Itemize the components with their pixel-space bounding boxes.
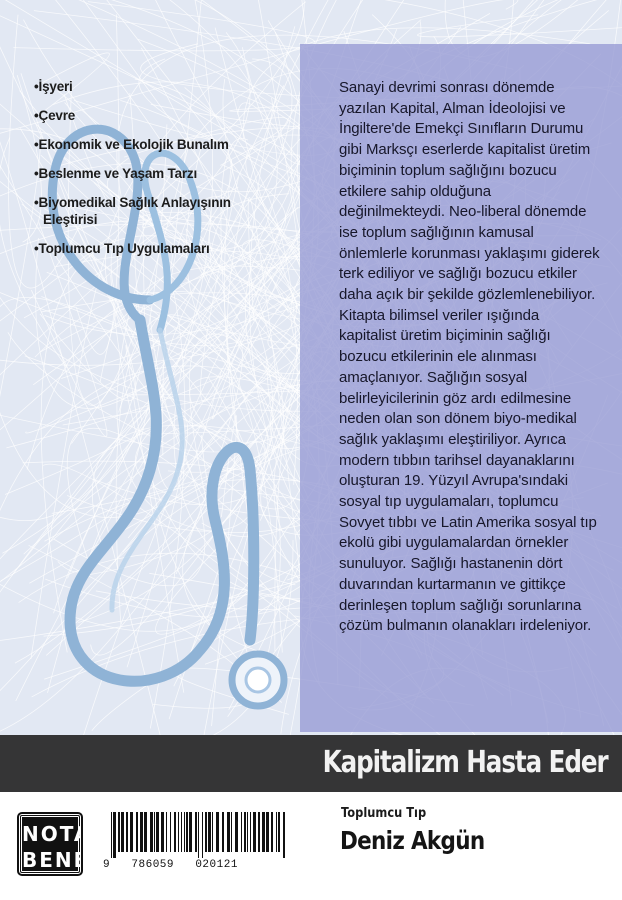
barcode-bar (208, 812, 211, 852)
topic-item: • Çevre (34, 107, 264, 124)
barcode-bar (247, 812, 248, 852)
blurb-text: Sanayi devrimi sonrası dönemde yazılan Kapital, Alman İdeolojisi ve İngiltere'de Emekçi Sınıfların Durumu gibi Marksçı eserlerde kapitalist üretim biçiminin toplum sağlığını bozucu etkilere sahip olduğuna değinilmekteydi. Neo-liberal dönemde ise toplum sağlığının kamusal önlemlerle korunması yaklaşımı giderek terk ediliyor ve sağlığı bozucu etkiler daha açık bir şekilde gözlemlenebiliyor. Kitapta bilimsel veriler ışığında kapitalist üretim biçiminin sağlığı bozucu etkilerinin ele alınması amaçlanıyor. Sağlığın sosyal belirleyicilerinin göz ardı edilmesine neden olan son dönem biyo-medikal sağlık yaklaşımı eleştiriliyor. Ayrıca modern tıbbın tarihsel dayanaklarını oluşturan 19. Yüzyıl Avrupa'sındaki sosyal tıp uygulamaları, toplumcu Sovyet tıbbı ve Latin Amerika sosyal tıp ekolü gibi uygulamalardan örnekler sunuluyor. Sağlığı hastanenin dört duvarından kurtarmanın ve gittikçe derinleşen toplum sağlığı sorunlarına çözüm bulmanın olanakları irdeleniyor. (339, 79, 600, 635)
topic-item: • Ekonomik ve Ekolojik Bunalım (34, 136, 264, 153)
bottom-strip (0, 792, 622, 900)
barcode-bar (189, 812, 192, 852)
topic-item: • Toplumcu Tıp Uygulamaları (34, 240, 264, 257)
barcode-bar (258, 812, 260, 852)
barcode-bar (126, 812, 128, 852)
barcode-bar (222, 812, 224, 852)
barcode-bar (184, 812, 185, 852)
barcode-bar (195, 812, 197, 852)
barcode-bar (216, 812, 219, 852)
publisher-logo-line1: NOTA (22, 822, 92, 846)
barcode-bar (144, 812, 147, 852)
barcode-bar (118, 812, 120, 852)
barcode-bar (170, 812, 171, 852)
barcode-bar (198, 812, 199, 858)
publisher-logo-line2: BENE (22, 848, 90, 872)
barcode-bar (241, 812, 242, 852)
barcode-bar (212, 812, 213, 852)
series-name: Toplumcu Tıp (341, 806, 427, 821)
barcode-bar (266, 812, 269, 852)
barcode-bar (178, 812, 179, 852)
topic-item: • Beslenme ve Yaşam Tarzı (34, 165, 264, 182)
barcode-bar (140, 812, 143, 852)
barcode-bars (111, 812, 289, 858)
barcode-bar (253, 812, 256, 852)
barcode-bar (262, 812, 265, 852)
barcode-bar (283, 812, 285, 858)
barcode-bar (235, 812, 238, 852)
barcode-bar (154, 812, 155, 852)
barcode-bar (271, 812, 273, 852)
topic-list (34, 78, 264, 269)
barcode-bar (161, 812, 164, 852)
isbn-barcode (97, 808, 301, 874)
barcode-bar (121, 812, 124, 852)
barcode-bar (250, 812, 251, 852)
publisher-logo (19, 814, 92, 874)
barcode-bar (205, 812, 207, 852)
barcode-bar (231, 812, 232, 852)
barcode-bar (186, 812, 188, 852)
barcode-bar (278, 812, 280, 852)
title-band (0, 735, 622, 792)
barcode-bar (113, 812, 116, 858)
barcode-bar (136, 812, 138, 852)
barcode-bar (130, 812, 133, 852)
barcode-bar (181, 812, 182, 852)
author-name: Deniz Akgün (340, 826, 485, 855)
topic-item: • İşyeri (34, 78, 264, 95)
isbn-number: 9 786059 020121 (103, 859, 238, 871)
barcode-bar (227, 812, 230, 852)
barcode-bar (202, 812, 203, 858)
barcode-bar (244, 812, 246, 852)
barcode-bar (166, 812, 167, 852)
book-title: Kapitalizm Hasta Eder (322, 745, 608, 780)
barcode-bar (156, 812, 159, 852)
topic-item: • Biyomedikal Sağlık Anlayışının Eleştirisi (34, 194, 264, 228)
barcode-bar (111, 812, 112, 858)
barcode-bar (174, 812, 176, 852)
barcode-bar (276, 812, 277, 852)
blurb-panel (300, 44, 622, 732)
barcode-bar (150, 812, 153, 852)
